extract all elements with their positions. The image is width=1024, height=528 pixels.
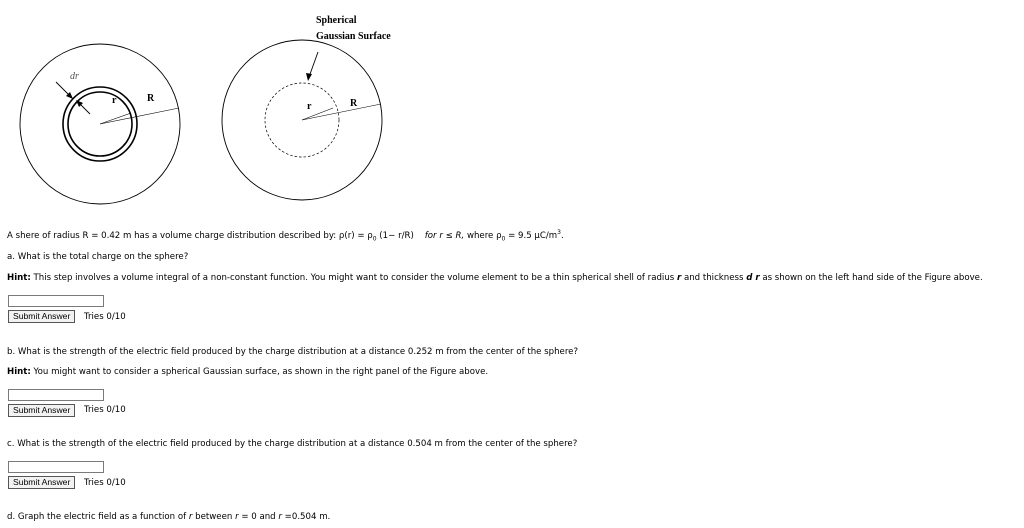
hint-b-label: Hint:	[7, 367, 31, 377]
caption-gaussian-surface: Gaussian Surface	[316, 31, 391, 42]
question-c: c. What is the strength of the electric field produced by the charge distribution at a distance 0.504 m from the center of the sphere?	[7, 439, 578, 449]
tries-c: Tries 0/10	[84, 478, 126, 488]
submit-button-c[interactable]: Submit Answer	[8, 476, 75, 489]
label-r-left: r	[112, 95, 117, 106]
label-r-right: r	[307, 101, 312, 112]
label-R-left: R	[147, 93, 155, 104]
tries-b: Tries 0/10	[84, 405, 126, 415]
question-d	[7, 512, 330, 523]
intro-value: = 9.5 μC/m	[505, 230, 558, 241]
hint-b-text: You might want to consider a spherical Gaussian surface, as shown in the right panel of the Figure above.	[30, 367, 489, 377]
question-d-r2: r	[235, 512, 239, 522]
answer-input-c[interactable]	[8, 461, 104, 473]
hint-a	[7, 273, 983, 284]
left-R-line	[100, 108, 179, 124]
right-R-line	[302, 104, 381, 120]
intro-formula: (1− r/R)	[376, 230, 414, 241]
hint-a-text-3: as shown on the left hand side of the Figure above.	[759, 273, 983, 283]
tries-a: Tries 0/10	[84, 312, 126, 322]
question-d-eq0: = 0 and	[238, 512, 279, 522]
question-a: a. What is the total charge on the sphere?	[7, 252, 189, 262]
hint-a-r: r	[676, 273, 682, 283]
question-d-r3: r	[278, 512, 282, 522]
hint-a-label: Hint:	[7, 273, 31, 283]
unit-superscript: 3	[557, 229, 561, 236]
question-b: b. What is the strength of the electric field produced by the charge distribution at a distance 0.252 m from the center of the sphere?	[7, 347, 579, 357]
label-dr: dr	[70, 71, 79, 82]
question-d-eq1: =0.504 m.	[281, 512, 331, 522]
sphere-figure	[0, 0, 440, 205]
problem-statement	[7, 227, 564, 245]
intro-end: .	[561, 230, 564, 241]
label-R-right: R	[350, 98, 358, 109]
intro-condition: for r ≤ R,	[424, 230, 465, 241]
gaussian-arrowhead	[306, 73, 312, 81]
question-d-pre: d. Graph the electric field as a function of	[7, 512, 189, 522]
hint-a-text-1: This step involves a volume integral of a non-constant function. You might want to consider the volume element to be a thin spherical shell of radius	[30, 273, 677, 283]
question-d-mid: between	[192, 512, 236, 522]
caption-spherical: Spherical	[316, 15, 357, 26]
submit-button-b[interactable]: Submit Answer	[8, 404, 75, 417]
gaussian-arrow	[309, 52, 318, 77]
hint-a-text-2: and thickness	[681, 273, 747, 283]
answer-input-a[interactable]	[8, 295, 104, 307]
hint-a-dr: d r	[746, 273, 760, 283]
intro-text: A shere of radius R = 0.42 m has a volume charge distribution described by: ρ(r) = ρ	[7, 230, 373, 241]
rho0-subscript: 0	[501, 235, 506, 243]
intro-where: where ρ	[464, 230, 502, 241]
answer-input-b[interactable]	[8, 389, 104, 401]
hint-b	[7, 367, 488, 378]
submit-button-a[interactable]: Submit Answer	[8, 310, 75, 323]
question-d-r1: r	[188, 512, 193, 522]
rho-subscript: 0	[372, 235, 377, 243]
